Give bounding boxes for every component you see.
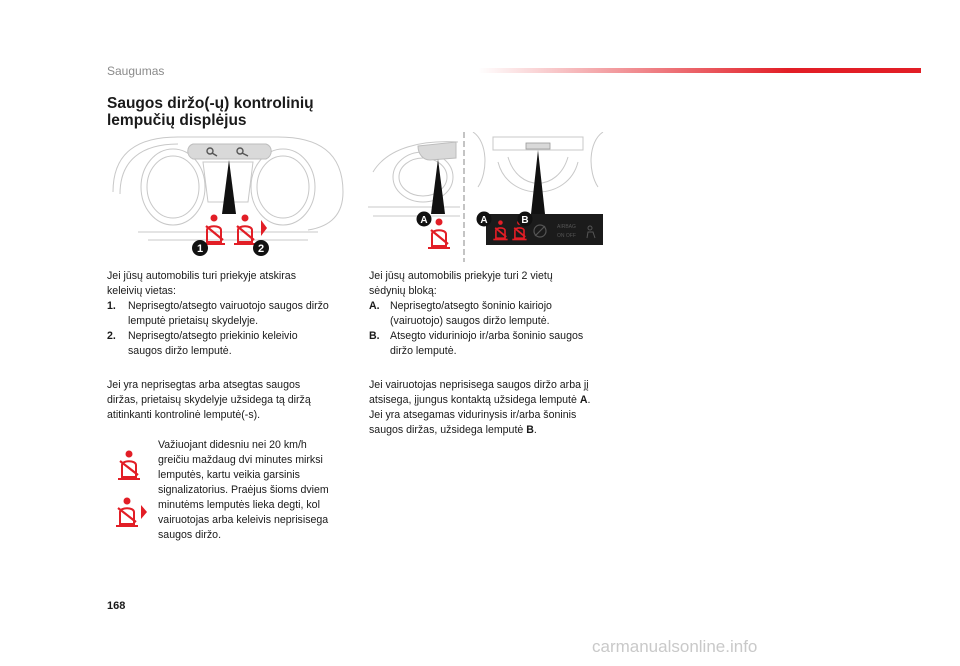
airbag-status-panel: [486, 214, 603, 245]
left-intro-line2: keleivių vietas:: [107, 285, 176, 297]
warning-line: vairuotojas arba keleivis neprisisega: [158, 514, 329, 526]
header-accent-bar: [478, 68, 921, 73]
warning-line: Važiuojant didesniu nei 20 km/h: [158, 439, 307, 451]
list-item-line1: Atsegto viduriniojo ir/arba šoninio saugos: [390, 330, 584, 342]
left-para2-line1: Jei yra neprisegtas arba atsegtas saugos: [107, 379, 301, 391]
list-item-line1: Neprisegto/atsegto vairuotojo saugos diržo: [128, 300, 329, 312]
blink-arrow-icon: [261, 220, 267, 236]
page-title-line1: Saugos diržo(-ų) kontrolinių: [107, 95, 314, 112]
list-item: [107, 329, 352, 359]
warning-line: saugos diržo.: [158, 529, 222, 541]
list-item-number: 2.: [107, 330, 116, 342]
list-item-number: B.: [369, 330, 380, 342]
list-item-line1: Neprisegto/atsegto priekinio keleivio: [128, 330, 298, 342]
badge-a-panel-label: A: [480, 215, 488, 226]
badge-1-label: 1: [196, 243, 204, 255]
section-label: Saugumas: [107, 64, 165, 78]
badge-a-panel: [477, 212, 492, 227]
page-number: 168: [107, 600, 126, 612]
badge-b: [518, 212, 533, 227]
page-title: [107, 95, 314, 129]
instrument-cluster-illustration: [108, 132, 348, 262]
watermark: carmanualsonline.info: [592, 637, 758, 656]
list-item-number: A.: [369, 300, 380, 312]
seatbelt-warning-icon: [116, 450, 144, 480]
list-item-line1: Neprisegto/atsegto šoninio kairiojo: [390, 300, 552, 312]
badge-a: [417, 212, 432, 227]
list-item: [369, 299, 629, 329]
left-intro: [107, 269, 352, 359]
right-para2-line4: saugos diržas, užsidega lemputė B.: [369, 424, 537, 436]
list-item-line2: (vairuotojo) saugos diržo lemputė.: [390, 315, 550, 327]
list-item-line2: lemputė prietaisų skydelyje.: [128, 315, 259, 327]
roof-panel-illustration: [368, 132, 613, 262]
pointer-arrow: [431, 159, 445, 214]
list-item-line2: diržo lemputė.: [390, 345, 457, 357]
left-para2-line3: atitinkanti kontrolinė lemputė(-s).: [107, 409, 261, 421]
right-intro-line2: sėdynių bloką:: [369, 285, 437, 297]
seatbelt-warning-icon: [428, 219, 450, 249]
warning-line: lemputės, kartu veikia garsinis: [158, 469, 300, 481]
pointer-arrow: [531, 150, 545, 214]
warning-paragraph: [158, 438, 358, 543]
badge-1: [192, 240, 208, 256]
list-item: [369, 329, 629, 359]
seatbelt-warning-icon: [114, 497, 148, 529]
badge-a-label: A: [420, 215, 428, 226]
warning-line: minutėms lemputės lieka degti, kol: [158, 499, 320, 511]
warning-line: signalizatorius. Praėjus šioms dviem: [158, 484, 329, 496]
badge-b-label: B: [521, 215, 529, 226]
pointer-arrow: [222, 160, 236, 214]
left-intro-line1: Jei jūsų automobilis turi priekyje atskiras: [107, 270, 296, 282]
list-item: [107, 299, 352, 329]
right-intro-line1: Jei jūsų automobilis priekyje turi 2 vietų: [369, 270, 553, 282]
right-para2-line1: Jei vairuotojas neprisisega saugos diržo arba jį: [369, 379, 589, 391]
warning-line: greičiu maždaug dvi minutes mirksi: [158, 454, 323, 466]
right-para2-line2: atsisega, įjungus kontaktą užsidega lemputė A.: [369, 394, 591, 406]
page-title-line2: lempučių displėjus: [107, 112, 247, 129]
right-para2-line3: Jei yra atsegamas vidurinysis ir/arba šoninis: [369, 409, 577, 421]
list-item-line2: saugos diržo lemputė.: [128, 345, 232, 357]
panel-text-line2: ON OFF: [557, 233, 576, 239]
left-para2-line2: diržas, prietaisų skydelyje užsidega tą diržą: [107, 394, 311, 406]
blink-arrow-icon: [141, 505, 147, 519]
right-paragraph-2: [369, 378, 639, 438]
badge-2-label: 2: [257, 243, 265, 255]
list-item-number: 1.: [107, 300, 116, 312]
badge-2: [253, 240, 269, 256]
right-intro: [369, 269, 629, 359]
panel-text-line1: AIRBAG: [557, 224, 576, 230]
left-paragraph-2: [107, 378, 352, 423]
